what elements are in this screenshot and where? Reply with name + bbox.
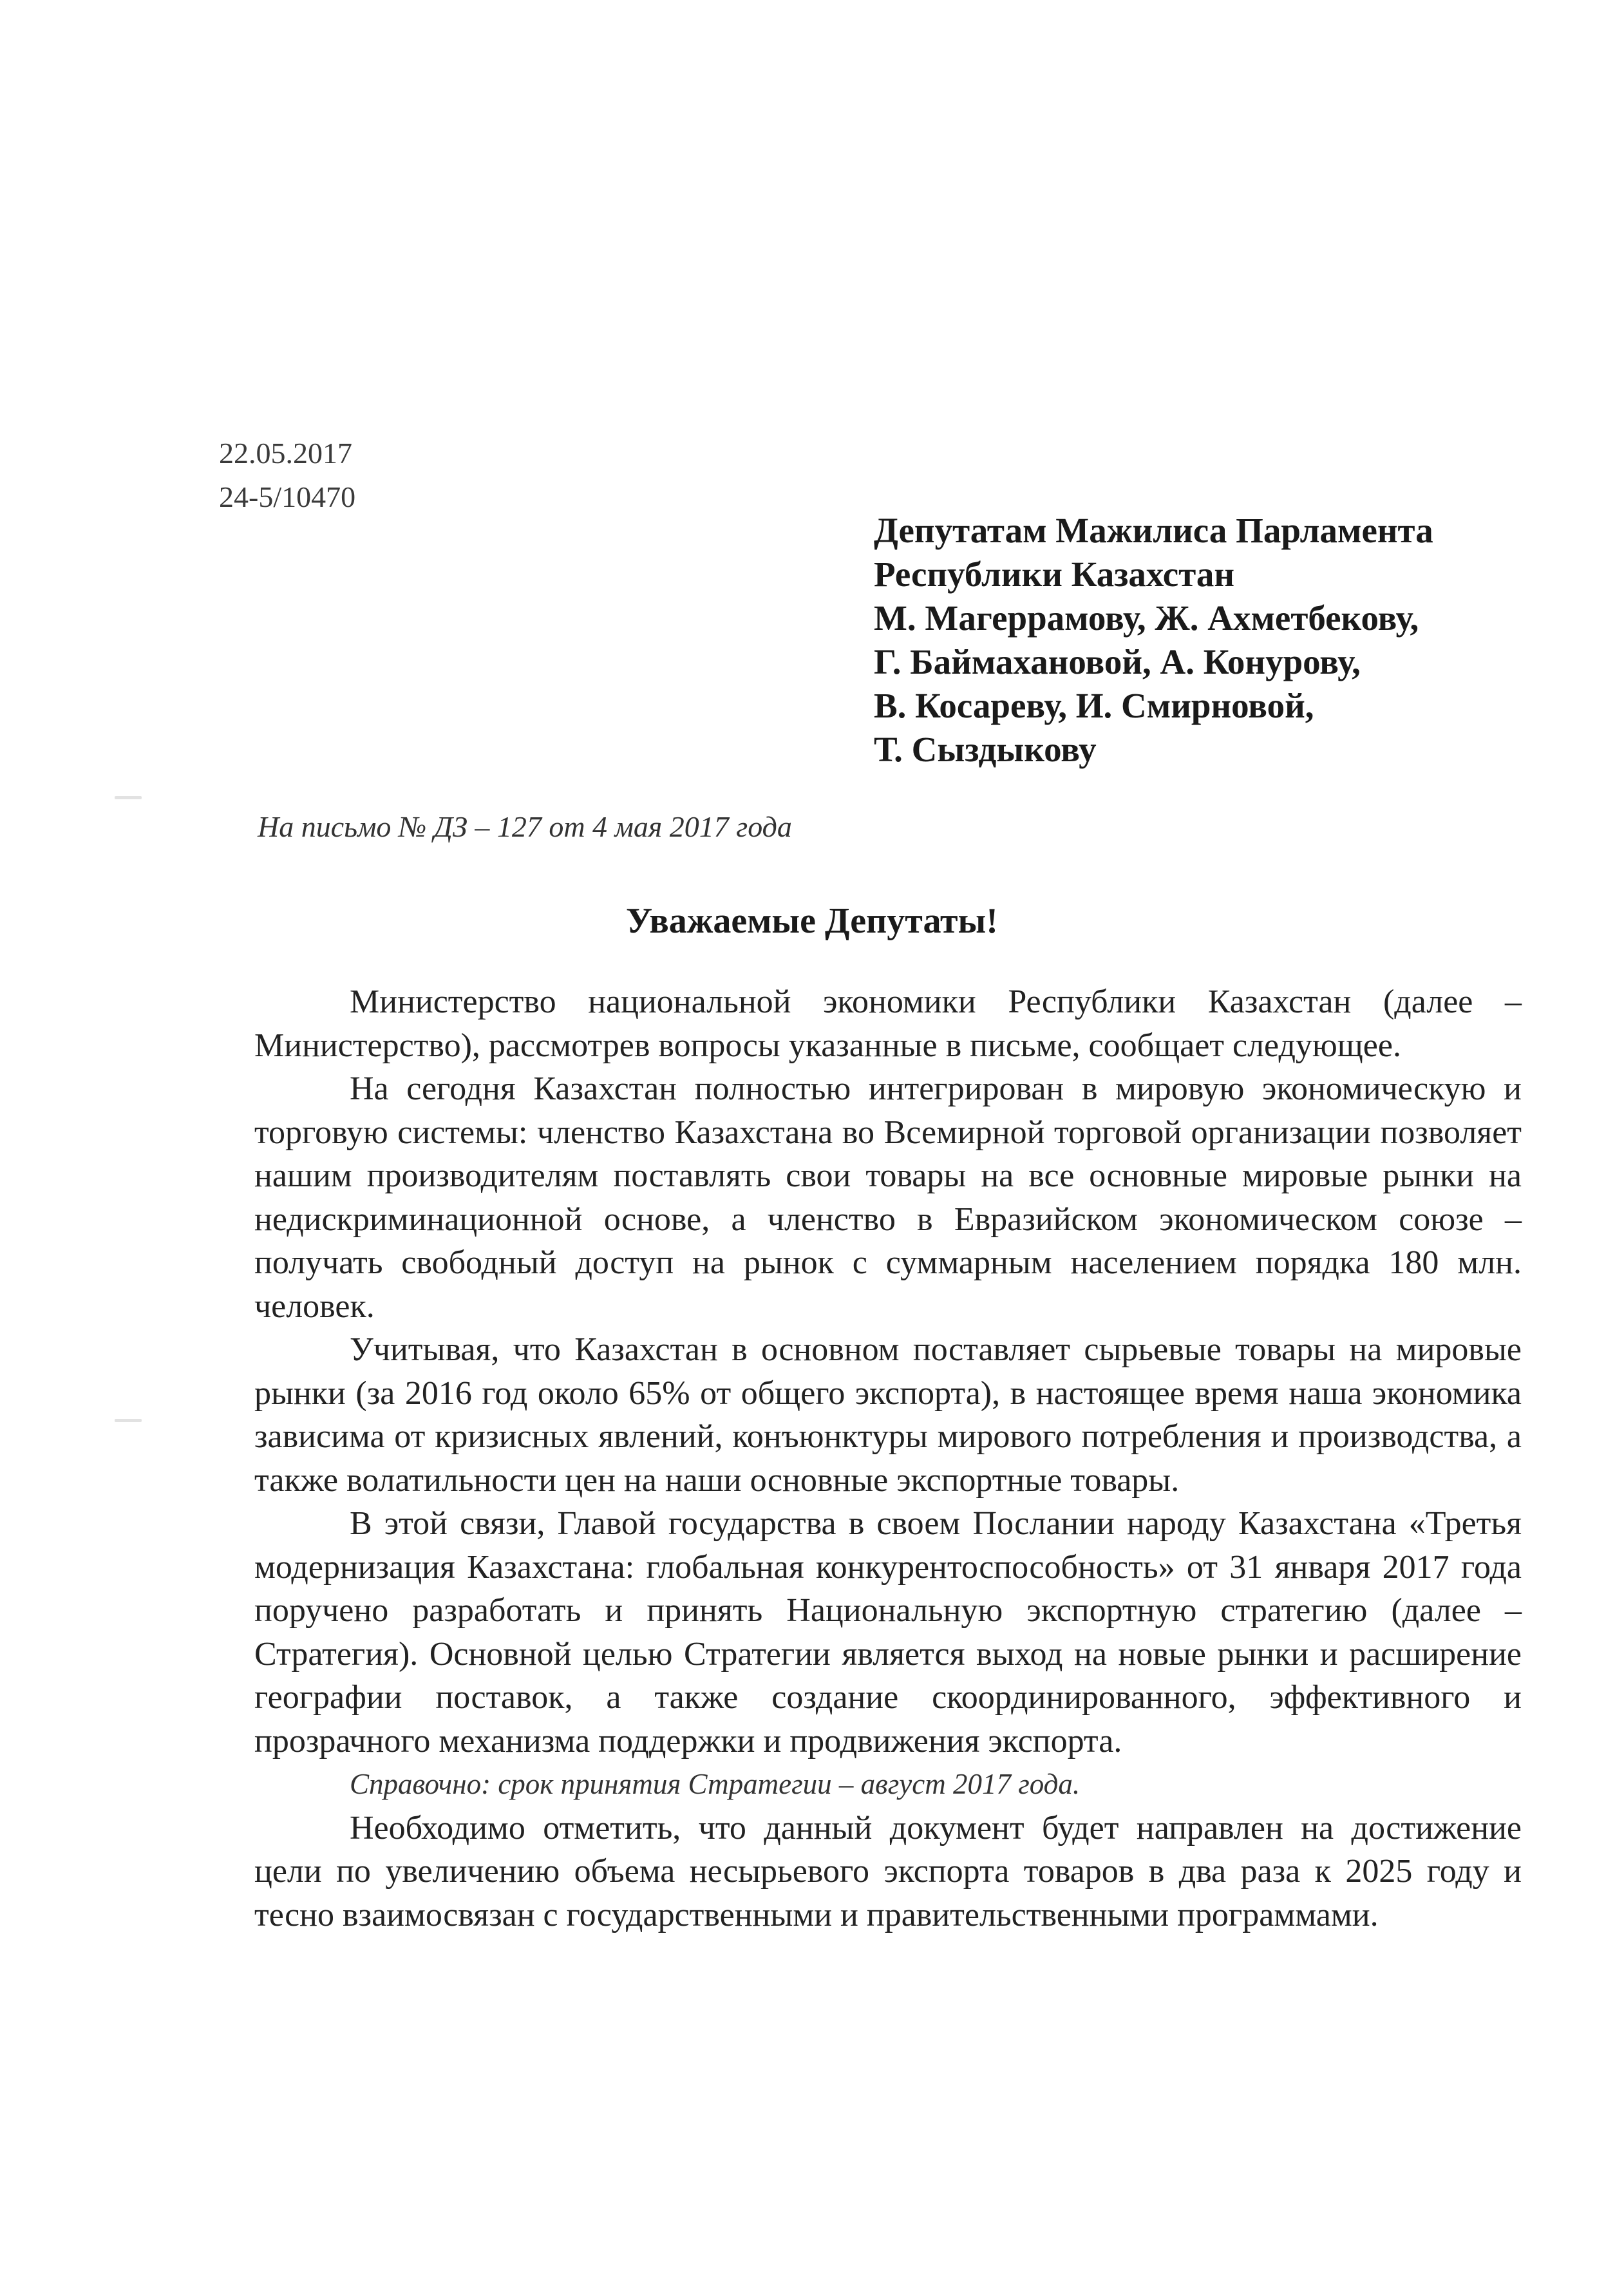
document-date: 22.05.2017 [219, 437, 352, 470]
body-paragraph: Необходимо отметить, что данный документ будет направлен на достижение цели по увеличению объема несырьевого экспорта товаров в два раза к 2025 году и тесно взаимосвязан с государственными и правительственными программами. [254, 1809, 1522, 1933]
scan-margin-mark [115, 796, 142, 799]
reference-line: На письмо № ДЗ – 127 от 4 мая 2017 года [258, 810, 792, 843]
scan-margin-mark [115, 1419, 142, 1422]
addressee-line: Республики Казахстан [874, 555, 1235, 594]
addressee-line: Депутатам Мажилиса Парламента [874, 511, 1433, 550]
reference-note: Справочно: срок принятия Стратегии – август 2017 года. [350, 1768, 1081, 1800]
addressee-line: М. Магеррамову, Ж. Ахметбекову, [874, 598, 1419, 638]
body-paragraph: Учитывая, что Казахстан в основном поставляет сырьевые товары на мировые рынки (за 2016 год около 65% от общего экспорта), в настоящее время наша экономика зависима от кризисных явлений, конъюнктуры мирового потребления и производства, а также волатильности цен на наши основные экспортные товары. [254, 1331, 1522, 1499]
body-paragraph: Министерство национальной экономики Республики Казахстан (далее – Министерство), рассмотрев вопросы указанные в письме, сообщает следующее. [254, 983, 1522, 1064]
body-paragraph: На сегодня Казахстан полностью интегрирован в мировую экономическую и торговую системы: членство Казахстана во Всемирной торговой организации позволяет нашим производителям поставлять свои товары на все основные мировые рынки на недискриминационной основе, а членство в Евразийском экономическом союзе – получать свободный доступ на рынок с суммарным населением порядка 180 млн. человек. [254, 1070, 1522, 1325]
registration-number: 24-5/10470 [219, 480, 356, 513]
addressee-line: Т. Сыздыкову [874, 730, 1097, 769]
body-paragraph: В этой связи, Главой государства в своем Послании народу Казахстана «Третья модернизация Казахстана: глобальная конкурентоспособность» от 31 января 2017 года поручено разработать и принять Национальную экспортную стратегию (далее – Стратегия). Основной целью Стратегии является выход на новые рынки и расширение географии поставок, а также создание скоординированного, эффективного и прозрачного механизма поддержки и продвижения экспорта. [254, 1505, 1522, 1760]
addressee-line: Г. Баймахановой, А. Конурову, [874, 642, 1361, 681]
salutation: Уважаемые Депутаты! [626, 901, 998, 941]
addressee-block [874, 509, 1433, 772]
document-meta [219, 432, 355, 519]
letter-body [254, 980, 1522, 1937]
addressee-line: В. Косареву, И. Смирновой, [874, 686, 1314, 725]
